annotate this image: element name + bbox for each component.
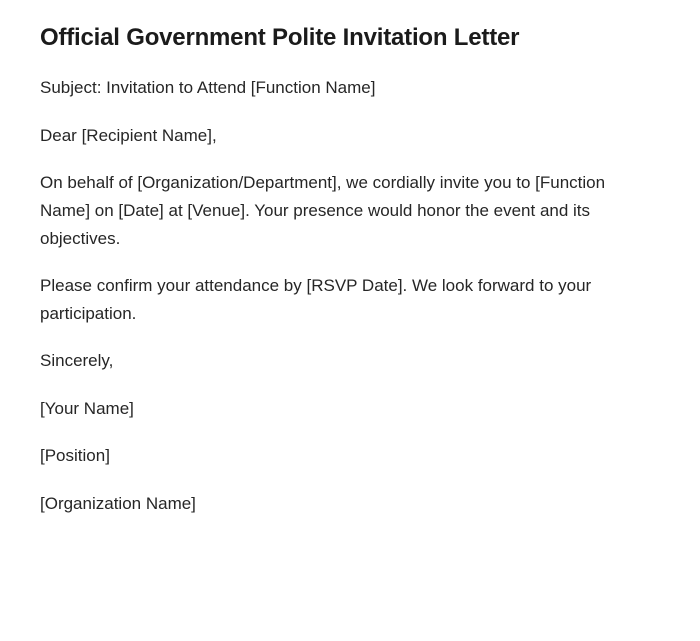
paragraph-rsvp: Please confirm your attendance by [RSVP Date]. We look forward to your participation. <box>40 276 592 323</box>
paragraph-sender-name: [Your Name] <box>40 398 134 418</box>
paragraph-sender-organization: [Organization Name] <box>40 493 196 513</box>
paragraph-subject: Subject: Invitation to Attend [Function Name] <box>40 78 376 98</box>
paragraph-salutation: Dear [Recipient Name], <box>40 125 217 145</box>
page-title: Official Government Polite Invitation Letter <box>40 24 520 51</box>
paragraph-invitation-body: On behalf of [Organization/Department], we cordially invite you to [Function Name] on [Date] at [Venue]. Your presence would honor the event and its objectives. <box>40 173 606 248</box>
paragraph-closing: Sincerely, <box>40 351 114 371</box>
paragraph-sender-position: [Position] <box>40 446 110 466</box>
